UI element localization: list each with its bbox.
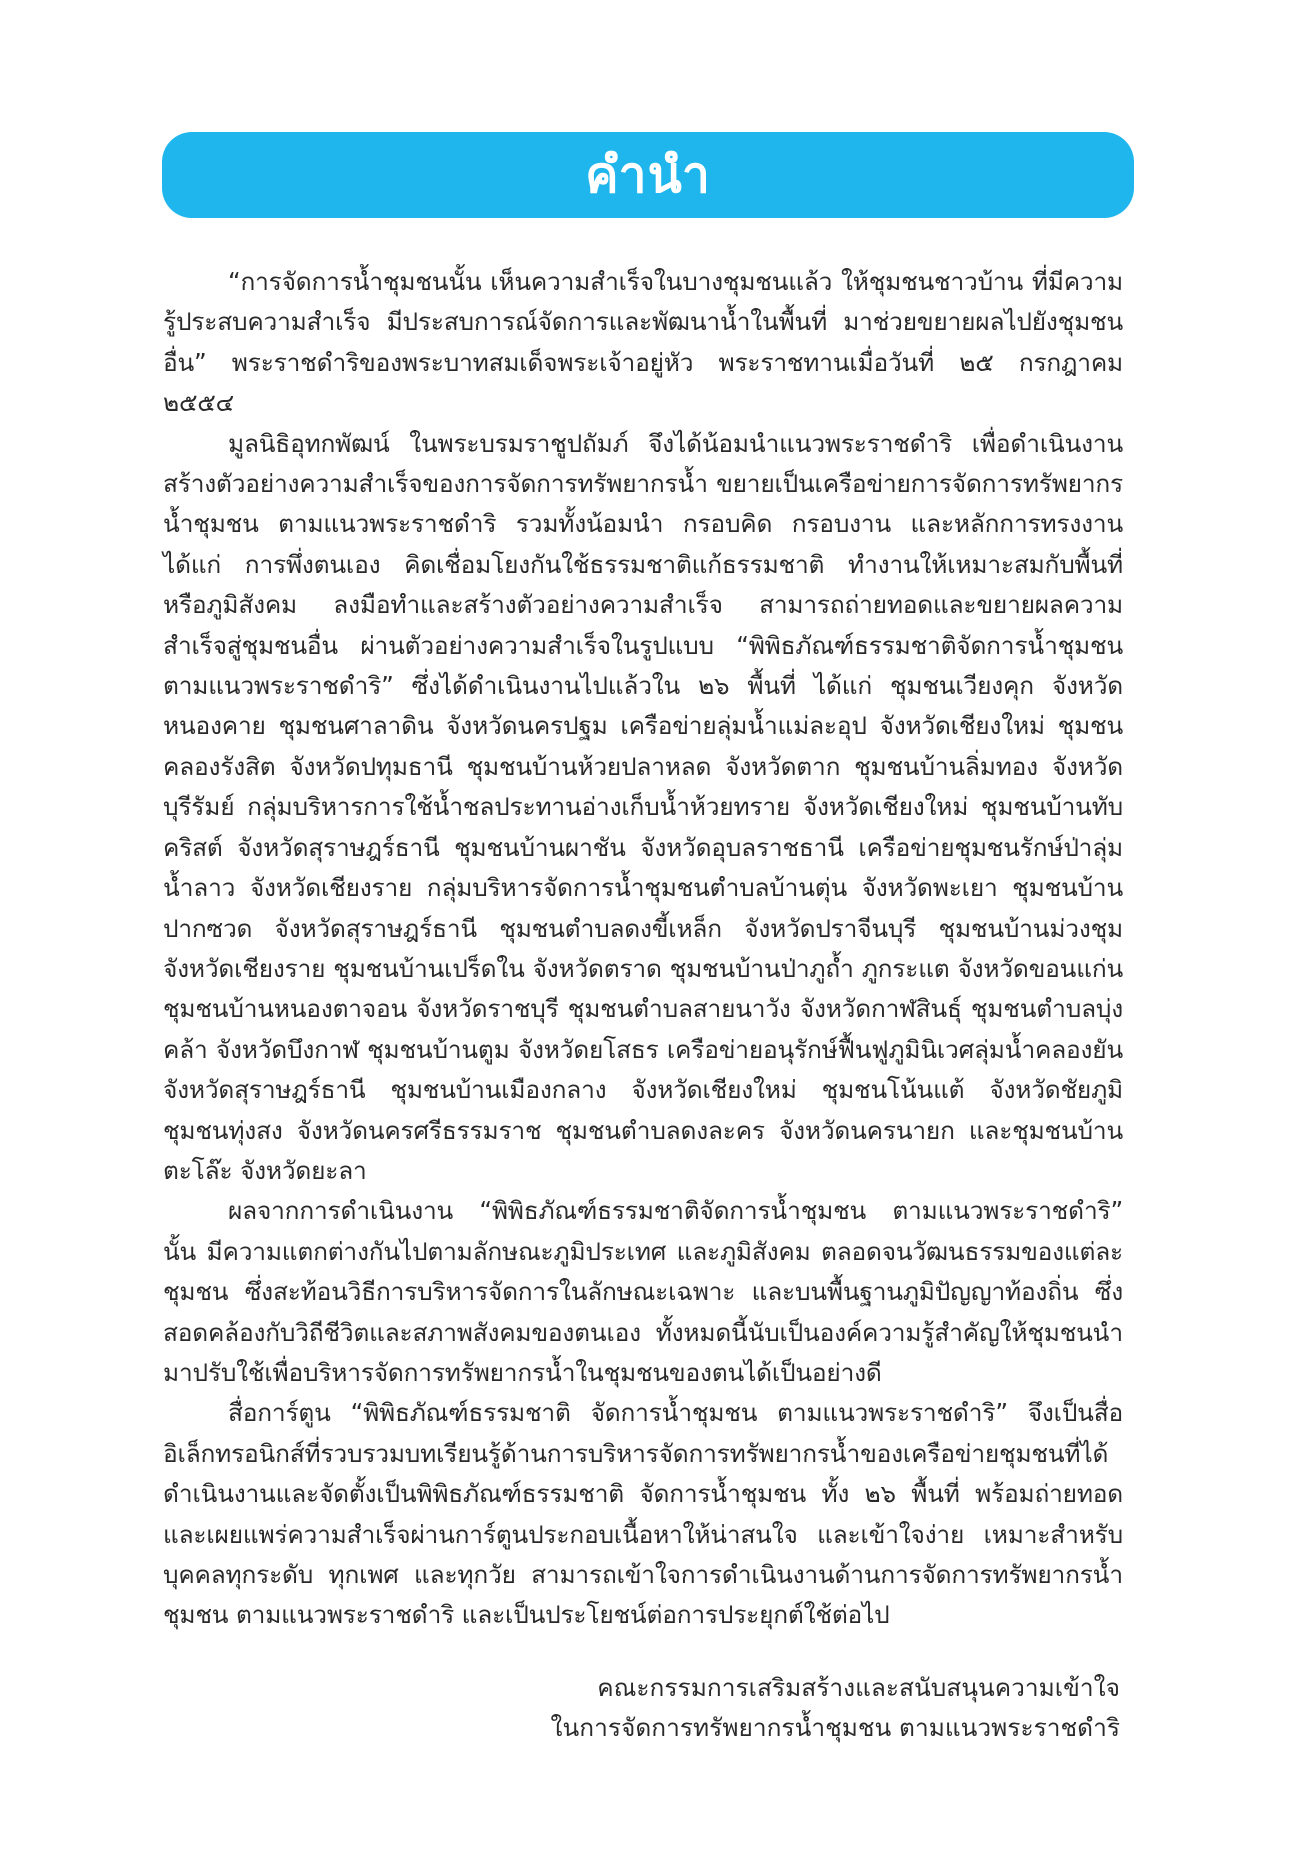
title-banner <box>162 132 1134 218</box>
paragraph-results: ผลจากการดำเนินงาน “พิพิธภัณฑ์ธรรมชาติจัดการน้ำชุมชน ตามแนวพระราชดำริ” นั้น มีความแตกต่างกันไปตามลักษณะภูมิประเทศ และภูมิสังคม ตลอดจนวัฒนธรรมของแต่ละชุมชน ซึ่งสะท้อนวิธีการบริหารจัดการในลักษณะเฉพาะ และบนพื้นฐานภูมิปัญญาท้องถิ่น ซึ่งสอดคล้องกับวิถีชีวิตและสภาพสังคมของตนเอง ทั้งหมดนี้นับเป็นองค์ความรู้สำคัญให้ชุมชนนำมาปรับใช้เพื่อบริหารจัดการทรัพยากรน้ำในชุมชนของตนได้เป็นอย่างดี <box>163 1196 1123 1387</box>
paragraph-foundation: มูลนิธิอุทกพัฒน์ ในพระบรมราชูปถัมภ์ จึงได้น้อมนำแนวพระราชดำริ เพื่อดำเนินงานสร้างตัวอย่างความสำเร็จของการจัดการทรัพยากรน้ำ ขยายเป็นเครือข่ายการจัดการทรัพยากรน้ำชุมชน ตามแนวพระราชดำริ รวมทั้งน้อมนำ กรอบคิด กรอบงาน และหลักการทรงงาน ได้แก่ การพึ่งตนเอง คิดเชื่อมโยงกันใช้ธรรมชาติแก้ธรรมชาติ ทำงานให้เหมาะสมกับพื้นที่ หรือภูมิสังคม ลงมือทำและสร้างตัวอย่างความสำเร็จ สามารถถ่ายทอดและขยายผลความสำเร็จสู่ชุมชนอื่น ผ่านตัวอย่างความสำเร็จในรูปแบบ “พิพิธภัณฑ์ธรรมชาติจัดการน้ำชุมชน ตามแนวพระราชดำริ” ซึ่งได้ดำเนินงานไปแล้วใน ๒๖ พื้นที่ ได้แก่ ชุมชนเวียงคุก จังหวัดหนองคาย ชุมชนศาลาดิน จังหวัดนครปฐม เครือข่ายลุ่มน้ำแม่ละอุป จังหวัดเชียงใหม่ ชุมชนคลองรังสิต จังหวัดปทุมธานี ชุมชนบ้านห้วยปลาหลด จังหวัดตาก ชุมชนบ้านลิ่มทอง จังหวัดบุรีรัมย์ กลุ่มบริหารการใช้น้ำชลประทานอ่างเก็บน้ำห้วยทราย จังหวัดเชียงใหม่ ชุมชนบ้านทับคริสต์ จังหวัดสุราษฎร์ธานี ชุมชนบ้านผาชัน จังหวัดอุบลราชธานี เครือข่ายชุมชนรักษ์ป่าลุ่มน้ำลาว จังหวัดเชียงราย กลุ่มบริหารจัดการน้ำชุมชนตำบลบ้านตุ่น จังหวัดพะเยา ชุมชนบ้านปากซวด จังหวัดสุราษฎร์ธานี ชุมชนตำบลดงขี้เหล็ก จังหวัดปราจีนบุรี ชุมชนบ้านม่วงชุม จังหวัดเชียงราย ชุมชนบ้านเปร็ดใน จังหวัดตราด ชุมชนบ้านป่าภูถ้ำ ภูกระแต จังหวัดขอนแก่น ชุมชนบ้านหนองตาจอน จังหวัดราชบุรี ชุมชนตำบลสายนาวัง จังหวัดกาฬสินธุ์ ชุมชนตำบลบุ่งคล้า จังหวัดบึงกาฬ ชุมชนบ้านตูม จังหวัดยโสธร เครือข่ายอนุรักษ์ฟื้นฟูภูมินิเวศลุ่มน้ำคลองยัน จังหวัดสุราษฎร์ธานี ชุมชนบ้านเมืองกลาง จังหวัดเชียงใหม่ ชุมชนโน้นแต้ จังหวัดชัยภูมิ ชุมชนทุ่งสง จังหวัดนครศรีธรรมราช ชุมชนตำบลดงละคร จังหวัดนครนายก และชุมชนบ้านตะโล๊ะ จังหวัดยะลา <box>163 428 1123 1185</box>
foreword-body <box>163 262 1123 1636</box>
quote-paragraph: “การจัดการน้ำชุมชนนั้น เห็นความสำเร็จในบางชุมชนแล้ว ให้ชุมชนชาวบ้าน ที่มีความรู้ประสบความสำเร็จ มีประสบการณ์จัดการและพัฒนาน้ำในพื้นที่ มาช่วยขยายผลไปยังชุมชนอื่น” พระราชดำริของพระบาทสมเด็จพระเจ้าอยู่หัว พระราชทานเมื่อวันที่ ๒๕ กรกฎาคม ๒๕๕๔ <box>163 267 1123 418</box>
signature-block <box>520 1668 1120 1748</box>
paragraph-cartoon-media: สื่อการ์ตูน “พิพิธภัณฑ์ธรรมชาติ จัดการน้ำชุมชน ตามแนวพระราชดำริ” จึงเป็นสื่ออิเล็กทรอนิกส์ที่รวบรวมบทเรียนรู้ด้านการบริหารจัดการทรัพยากรน้ำของเครือข่ายชุมชนที่ได้ดำเนินงานและจัดตั้งเป็นพิพิธภัณฑ์ธรรมชาติ จัดการน้ำชุมชน ทั้ง ๒๖ พื้นที่ พร้อมถ่ายทอดและเผยแพร่ความสำเร็จผ่านการ์ตูนประกอบเนื้อหาให้น่าสนใจ และเข้าใจง่าย เหมาะสำหรับบุคคลทุกระดับ ทุกเพศ และทุกวัย สามารถเข้าใจการดำเนินงานด้านการจัดการทรัพยากรน้ำชุมชน ตามแนวพระราชดำริ และเป็นประโยชน์ต่อการประยุกต์ใช้ต่อไป <box>163 1398 1123 1630</box>
page-title: คำนำ <box>585 146 711 204</box>
signature-line-2: ในการจัดการทรัพยากรน้ำชุมชน ตามแนวพระราชดำริ <box>550 1713 1120 1742</box>
signature-line-1: คณะกรรมการเสริมสร้างและสนับสนุนความเข้าใจ <box>597 1673 1120 1702</box>
